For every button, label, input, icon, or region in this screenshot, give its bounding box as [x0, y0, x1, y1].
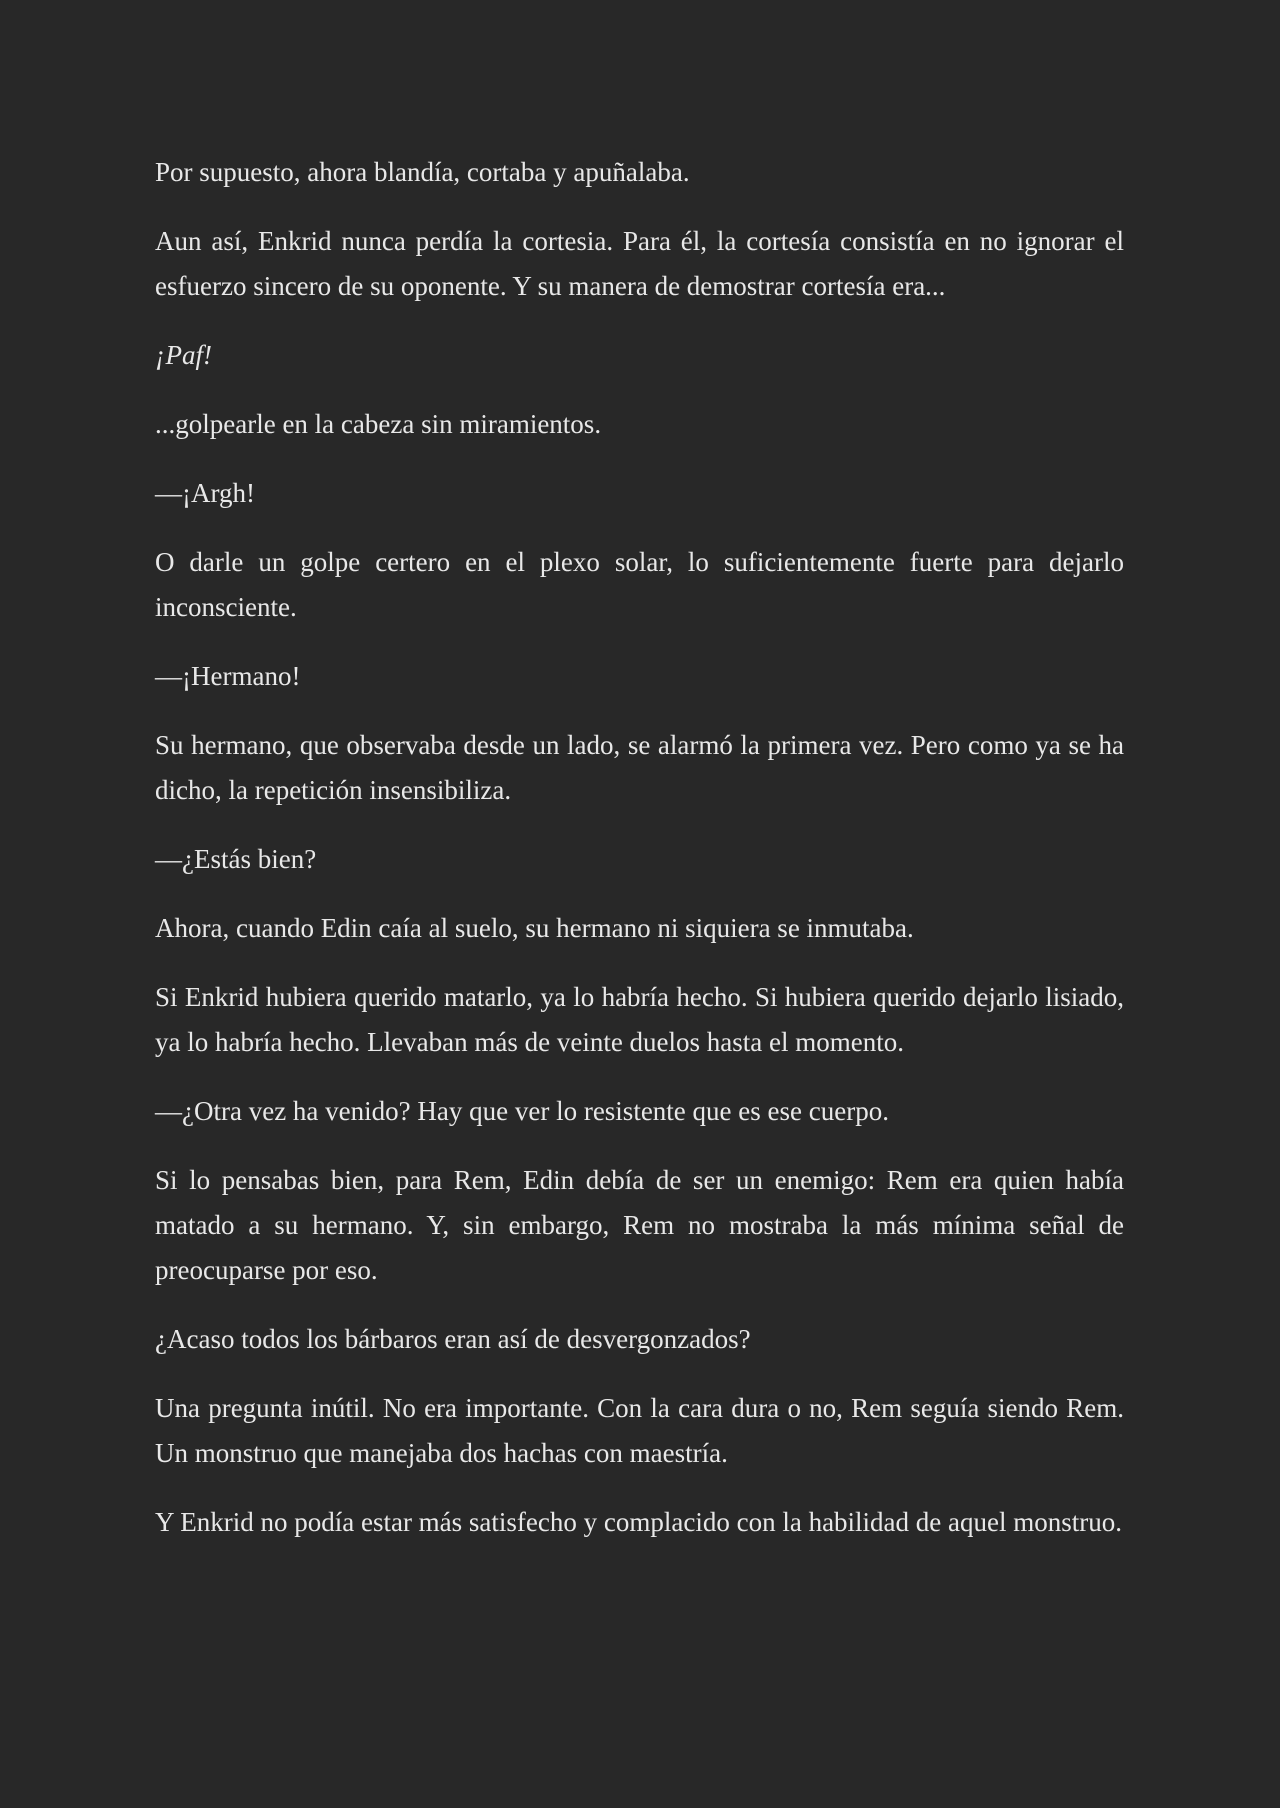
paragraph-dialogue: —¡Argh! [155, 478, 255, 508]
paragraph: Si Enkrid hubiera querido matarlo, ya lo habría hecho. Si hubiera querido dejarlo lisiado, ya lo habría hecho. Llevaban más de veinte duelos hasta el momento. [155, 982, 1124, 1057]
paragraph: Por supuesto, ahora blandía, cortaba y apuñalaba. [155, 157, 690, 187]
paragraph: Si lo pensabas bien, para Rem, Edin debía de ser un enemigo: Rem era quien había matado a su hermano. Y, sin embargo, Rem no mostraba la más mínima señal de preocuparse por eso. [155, 1165, 1124, 1285]
reader-text-page [155, 150, 1124, 1569]
paragraph: Una pregunta inútil. No era importante. Con la cara dura o no, Rem seguía siendo Rem. Un monstruo que manejaba dos hachas con maestría. [155, 1393, 1124, 1468]
paragraph-dialogue: —¿Otra vez ha venido? Hay que ver lo resistente que es ese cuerpo. [155, 1096, 889, 1126]
paragraph: O darle un golpe certero en el plexo solar, lo suficientemente fuerte para dejarlo inconsciente. [155, 547, 1124, 622]
paragraph: Aun así, Enkrid nunca perdía la cortesia. Para él, la cortesía consistía en no ignorar el esfuerzo sincero de su oponente. Y su manera de demostrar cortesía era... [155, 226, 1124, 301]
paragraph-sound-effect: ¡Paf! [155, 340, 212, 370]
paragraph: Y Enkrid no podía estar más satisfecho y complacido con la habilidad de aquel monstruo. [155, 1507, 1122, 1537]
paragraph: ¿Acaso todos los bárbaros eran así de desvergonzados? [155, 1324, 751, 1354]
paragraph: Ahora, cuando Edin caía al suelo, su hermano ni siquiera se inmutaba. [155, 913, 914, 943]
paragraph-dialogue: —¡Hermano! [155, 661, 301, 691]
paragraph: Su hermano, que observaba desde un lado, se alarmó la primera vez. Pero como ya se ha dicho, la repetición insensibiliza. [155, 730, 1124, 805]
paragraph-dialogue: —¿Estás bien? [155, 844, 317, 874]
paragraph: ...golpearle en la cabeza sin miramientos. [155, 409, 602, 439]
